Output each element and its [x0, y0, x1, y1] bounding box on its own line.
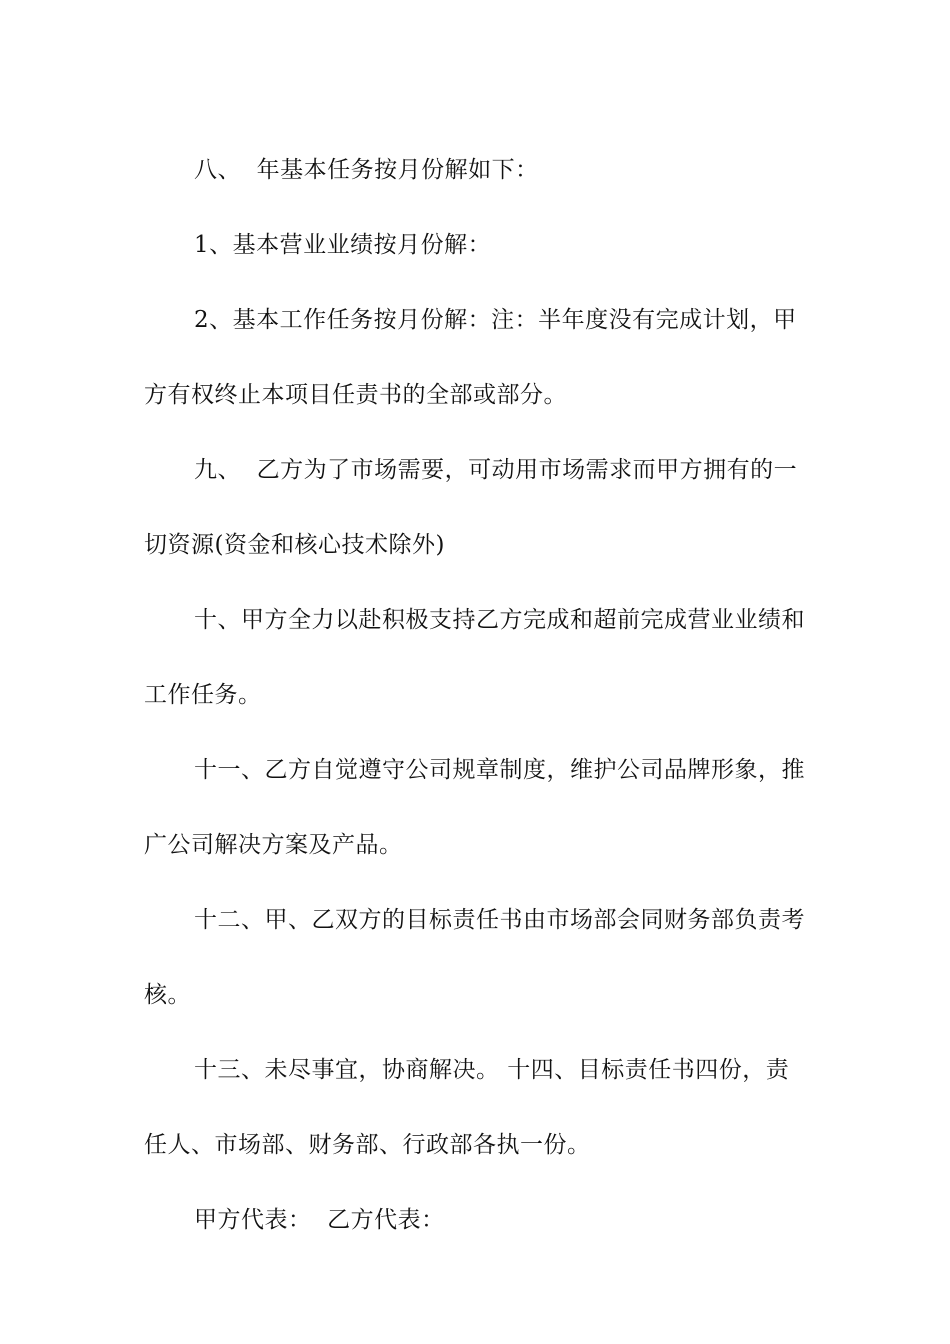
paragraph-section-8: 八、 年基本任务按月份解如下：	[194, 157, 539, 183]
paragraph-section-13-14: 十三、未尽事宜，协商解决。 十四、目标责任书四份，责任人、市场部、财务部、行政部各执一份。	[144, 1057, 790, 1158]
paragraph-section-9: 九、 乙方为了市场需要，可动用市场需求而甲方拥有的一切资源(资金和核心技术除外)	[144, 457, 798, 558]
signature-line: 甲方代表： 乙方代表：	[194, 1207, 445, 1233]
paragraph-item-2: 2、基本工作任务按月份解：注：半年度没有完成计划，甲方有权终止本项目任责书的全部或部分。	[144, 307, 797, 408]
paragraph-item-1: 1、基本营业业绩按月份解：	[194, 232, 492, 258]
paragraph-section-12: 十二、甲、乙双方的目标责任书由市场部会同财务部负责考核。	[144, 907, 805, 1008]
document-body	[144, 133, 808, 1258]
paragraph-section-10: 十、甲方全力以赴积极支持乙方完成和超前完成营业业绩和工作任务。	[144, 607, 805, 708]
paragraph-section-11: 十一、乙方自觉遵守公司规章制度，维护公司品牌形象，推广公司解决方案及产品。	[144, 757, 805, 858]
